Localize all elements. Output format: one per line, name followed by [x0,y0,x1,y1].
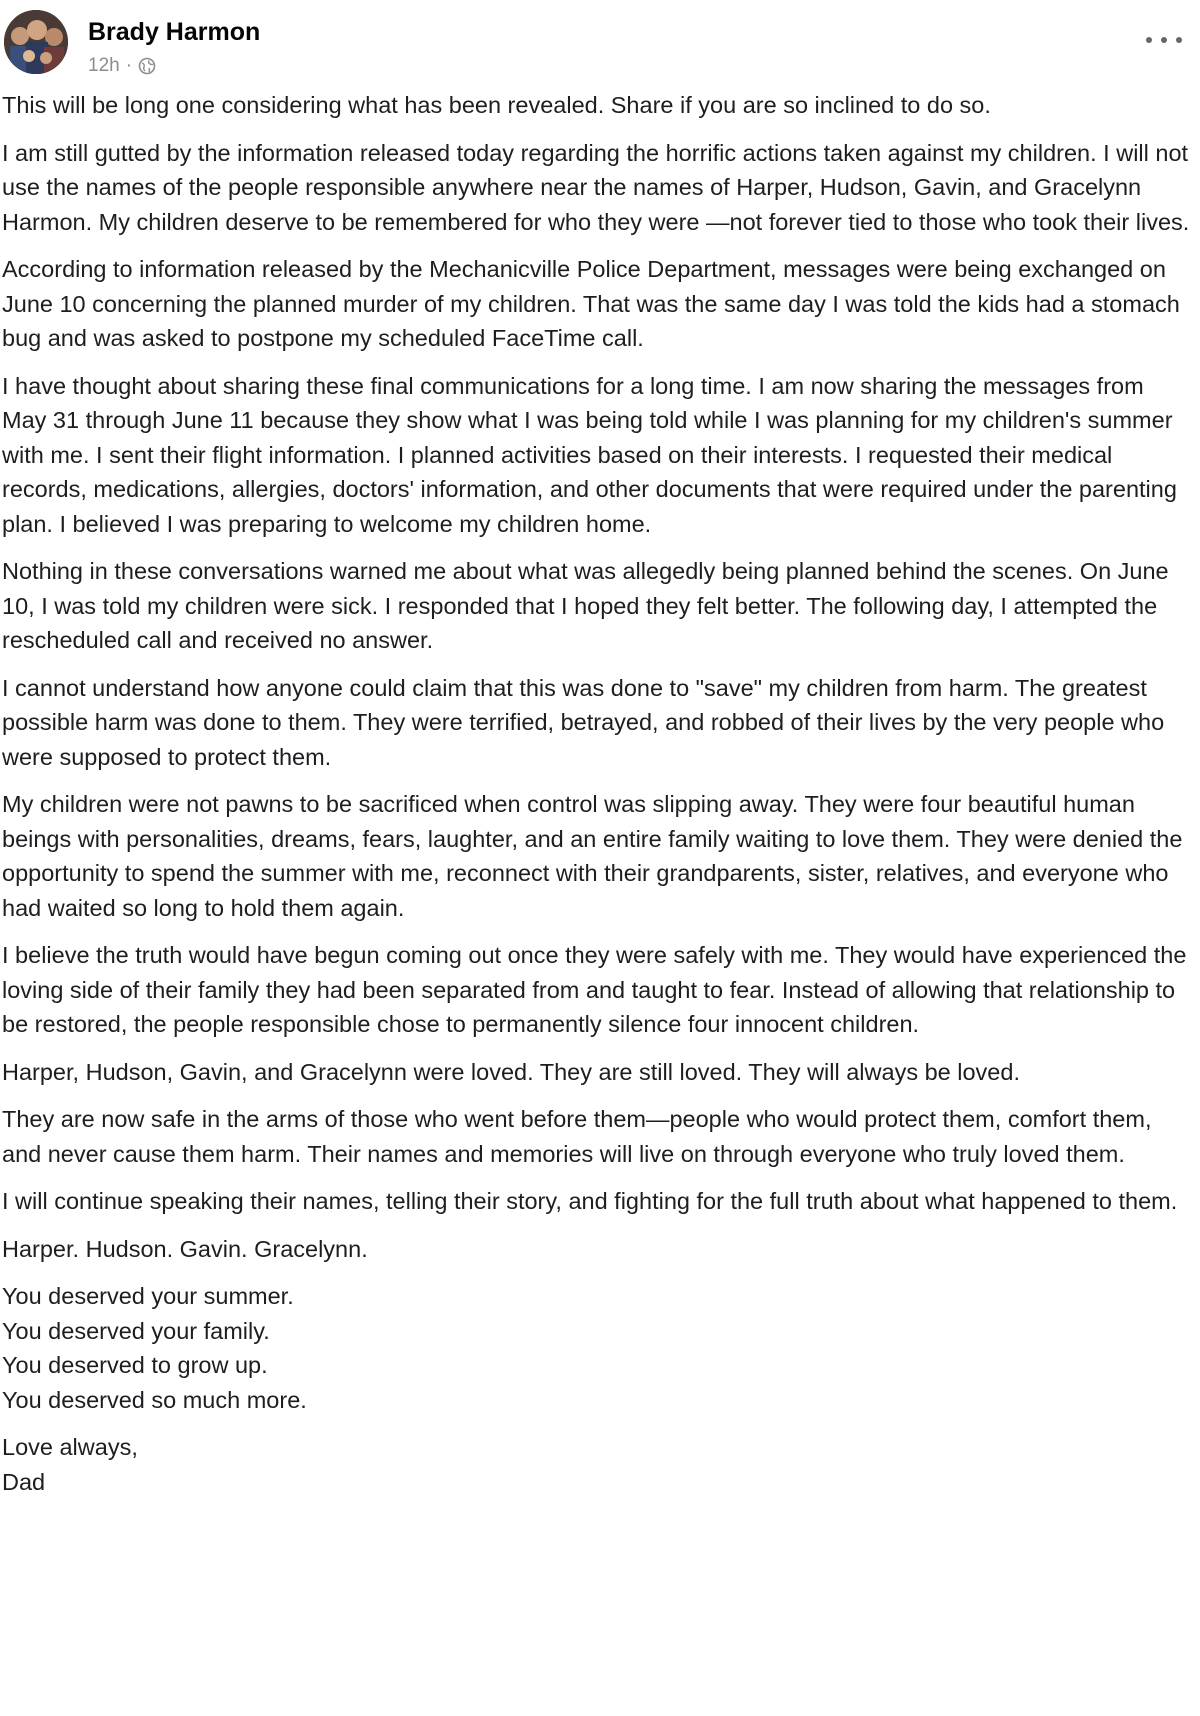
post-paragraph: I believe the truth would have begun coming out once they were safely with me. They would have experienced the loving side of their family they had been separated from and taught to fear. Instead of allowing that relationship to be restored, the people responsible chose to permanently silence four innocent children. [2,942,1187,1037]
meta-separator: · [125,55,133,76]
post-paragraph: They are now safe in the arms of those who went before them—people who would protect them, comfort them, and never cause them harm. Their names and memories will live on through everyone who truly loved them. [2,1106,1152,1167]
post-body [2,88,1192,1512]
post-paragraph: This will be long one considering what has been revealed. Share if you are so inclined to do so. [2,92,991,118]
signoff-name: Dad [2,1468,46,1495]
post-paragraph: Harper. Hudson. Gavin. Gracelynn. [2,1235,368,1262]
post-meta [88,55,156,77]
more-options-icon[interactable] [1146,28,1182,52]
post-header [4,8,1194,78]
author-avatar[interactable] [4,10,68,74]
post-paragraph: Harper, Hudson, Gavin, and Gracelynn were loved. They are still loved. They will always be loved. [2,1058,1020,1085]
post-paragraph: I cannot understand how anyone could claim that this was done to "save" my children from harm. The greatest possible harm was done to them. They were terrified, betrayed, and robbed of their lives by the very people who were supposed to protect them. [2,674,1165,770]
dot [1161,37,1167,43]
dot [1146,37,1152,43]
closing-line: You deserved so much more. [2,1386,307,1413]
post-paragraph: I am still gutted by the information released today regarding the horrific actions taken against my children. I will not use the names of the people responsible anywhere near the names of Harper, Hudson, Gavin, and Gracelynn Harmon. My children deserve to be remembered for who they were —not forever tied to those who took their lives. [2,139,1190,235]
signoff-line: Love always, [2,1434,138,1460]
closing-lines [2,1279,1192,1417]
closing-line: You deserved your summer. [2,1283,294,1309]
post-timestamp[interactable]: 12h [88,55,120,76]
post-paragraph: My children were not pawns to be sacrificed when control was slipping away. They were four beautiful human beings with personalities, dreams, fears, laughter, and an entire family waiting to love them. They were denied the opportunity to spend the summer with me, reconnect with their grandparents, sister, relatives, and everyone who had waited so long to hold them again. [2,791,1183,921]
globe-icon[interactable] [138,57,156,75]
avatar-photo [4,10,68,74]
post-paragraph: According to information released by the Mechanicville Police Department, messages were being exchanged on June 10 concerning the planned murder of my children. That was the same day I was told the kids had a stomach bug and was asked to postpone my scheduled FaceTime call. [2,256,1180,351]
closing-line: You deserved your family. [2,1317,270,1344]
post-paragraph: Nothing in these conversations warned me about what was allegedly being planned behind the scenes. On June 10, I was told my children were sick. I responded that I hoped they felt better. The following day, I attempted the rescheduled call and received no answer. [2,558,1169,653]
signoff [2,1430,1192,1499]
closing-line: You deserved to grow up. [2,1352,268,1378]
author-name[interactable]: Brady Harmon [88,18,261,46]
post-paragraph: I will continue speaking their names, telling their story, and fighting for the full truth about what happened to them. [2,1188,1178,1214]
dot [1176,37,1182,43]
post-paragraph: I have thought about sharing these final communications for a long time. I am now sharing the messages from May 31 through June 11 because they show what I was being told while I was planning for my children's summer with me. I sent their flight information. I planned activities based on their interests. I requested their medical records, medications, allergies, doctors' information, and other documents that were required under the parenting plan. I believed I was preparing to welcome my children home. [2,372,1177,537]
